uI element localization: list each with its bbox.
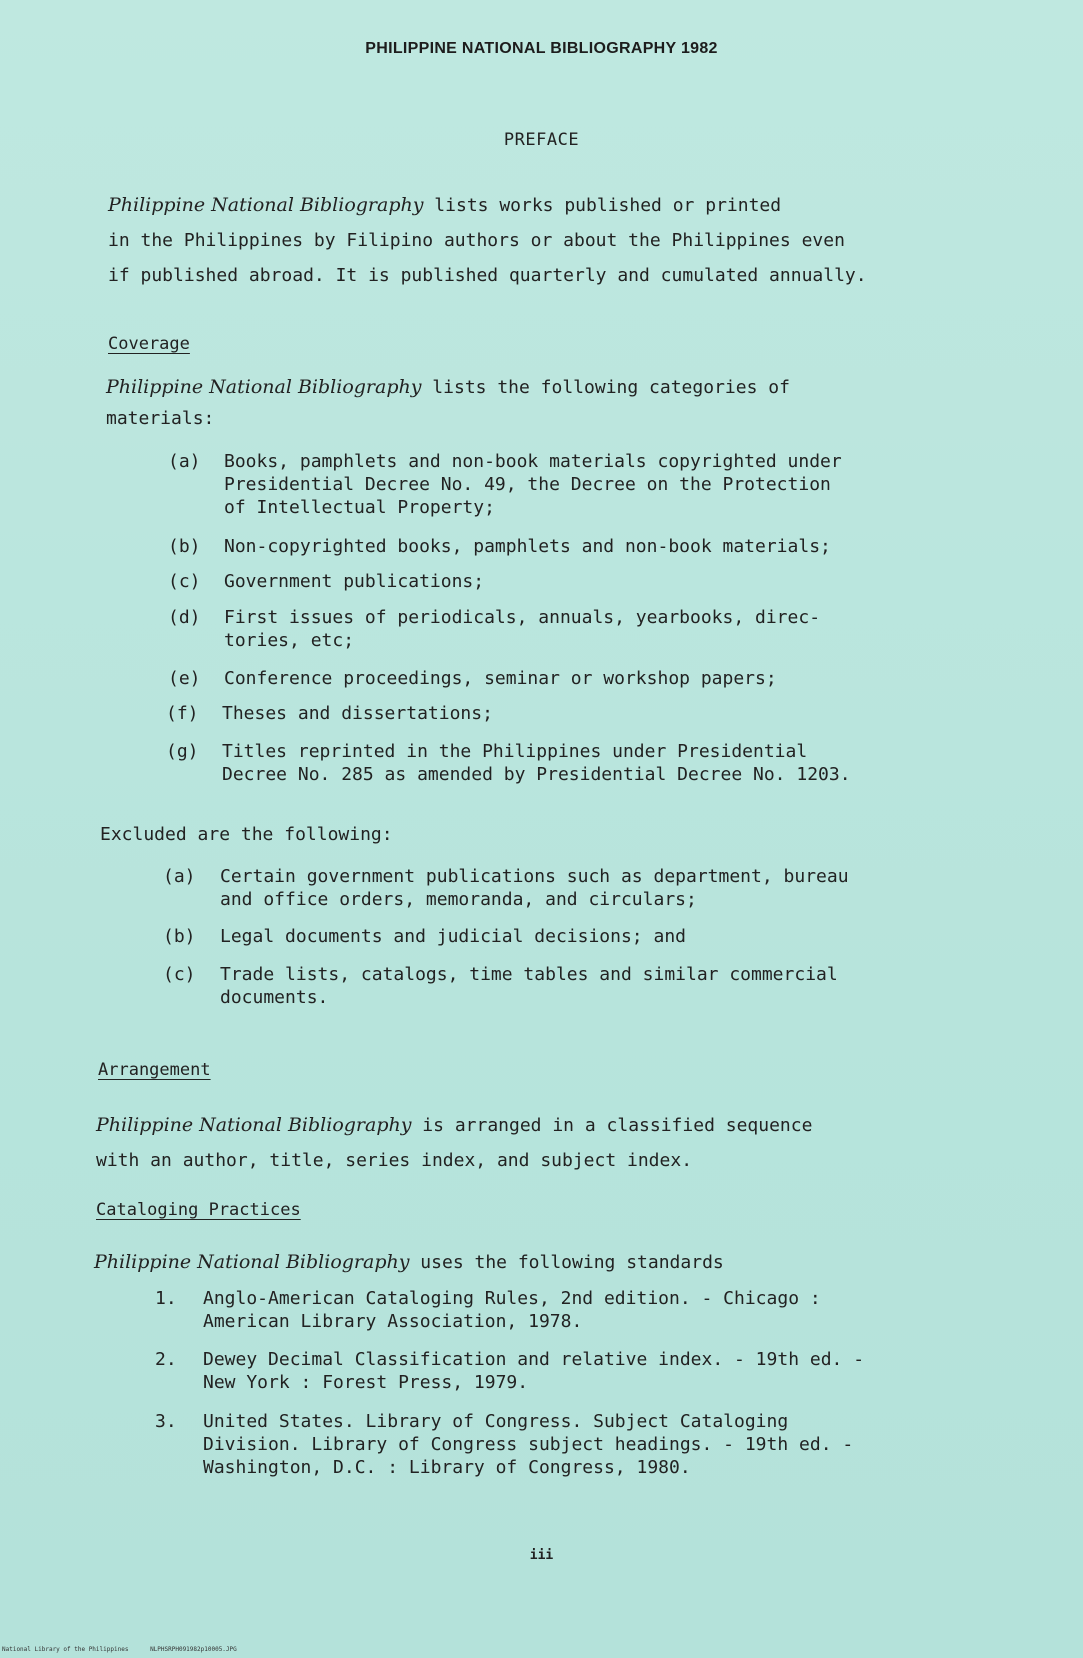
arrangement-heading: Arrangement — [98, 1060, 211, 1080]
intro-line-1: Philippine National Bibliography lists works published or printed — [108, 194, 782, 216]
intro-paragraph — [108, 188, 867, 293]
document-page: PHILIPPINE NATIONAL BIBLIOGRAPHY 1982 PREFACE Philippine National Bibliography lists works published or printed in the Philippines by Filipino authors or about the Philippines even if published abroad. It is published quarterly and cumulated annually. Coverage Philippine National Bibliography lists the following categories of materials: (a) Books, pamphlets and non-book materials copyrighted under Presidential Decree No. 49, the Decree on the Protection of Intellectual Property; (b) Non-copyrighted books, pamphlets and non-book materials; (c) Government publications; (d) First issues of periodicals, annuals, yearbooks, direc- tories, etc; (e) Conference proceedings, seminar or workshop papers; (f) Theses and dissertations; (g) Titles reprinted in the Philippines under Presidential Decree No. 285 as amended by Presidential Decree No. 1203. Excluded are the following: (a) Certain government publications such as department, bureau and office orders, memoranda, and circulars; (b) Legal documents and judicial decisions; and (c) Trade lists, catalogs, time tables and similar commercial documents. Arrangement Philippine National Bibliography is arranged in a classified sequence with an author, title, series index, and subject index. Cataloging Practices Philippine National Bibliography uses the following standards 1. Anglo-American Cataloging Rules, 2nd edition. - Chicago : American Library Association, 1978. 2. Dewey Decimal Classification and relative index. - 19th ed. - New York : Forest Press, 1979. 3. United States. Library of Congress. Subject Cataloging Division. Library of Congress subject headings. - 19th ed. - Washington, D.C. : Library of Congress, 1980. iii National Library of the Philippines NLPHSRPH091982p10005.JPG — [0, 0, 1083, 1658]
page-title: PREFACE — [503, 130, 580, 150]
cataloging-title: Philippine National Bibliography — [94, 1251, 410, 1273]
coverage-line-1: Philippine National Bibliography lists the following categories of — [106, 376, 790, 398]
cataloging-line-1: Philippine National Bibliography uses the following standards — [94, 1251, 724, 1273]
page-number: iii — [529, 1548, 554, 1563]
running-head: PHILIPPINE NATIONAL BIBLIOGRAPHY 1982 — [365, 40, 718, 57]
footer-file: NLPHSRPH091982p10005.JPG — [150, 1646, 237, 1653]
scan-footer — [2, 1646, 237, 1653]
arrangement-line-2: with an author, title, series index, and subject index. — [96, 1150, 693, 1171]
cataloging-paragraph — [94, 1245, 724, 1280]
cataloging-heading: Cataloging Practices — [96, 1200, 301, 1220]
arrangement-title: Philippine National Bibliography — [96, 1114, 412, 1136]
intro-line-3: if published abroad. It is published quarterly and cumulated annually. — [108, 265, 867, 286]
arrangement-line-1: Philippine National Bibliography is arranged in a classified sequence — [96, 1114, 813, 1136]
intro-line-2: in the Philippines by Filipino authors or about the Philippines even — [108, 230, 845, 251]
coverage-title: Philippine National Bibliography — [106, 376, 422, 398]
excluded-intro: Excluded are the following: — [100, 824, 393, 845]
coverage-line-2: materials: — [106, 408, 215, 429]
arrangement-paragraph — [96, 1108, 812, 1178]
intro-title: Philippine National Bibliography — [108, 194, 424, 216]
coverage-paragraph — [106, 370, 790, 436]
footer-library: National Library of the Philippines — [2, 1646, 129, 1653]
coverage-heading: Coverage — [108, 334, 190, 354]
